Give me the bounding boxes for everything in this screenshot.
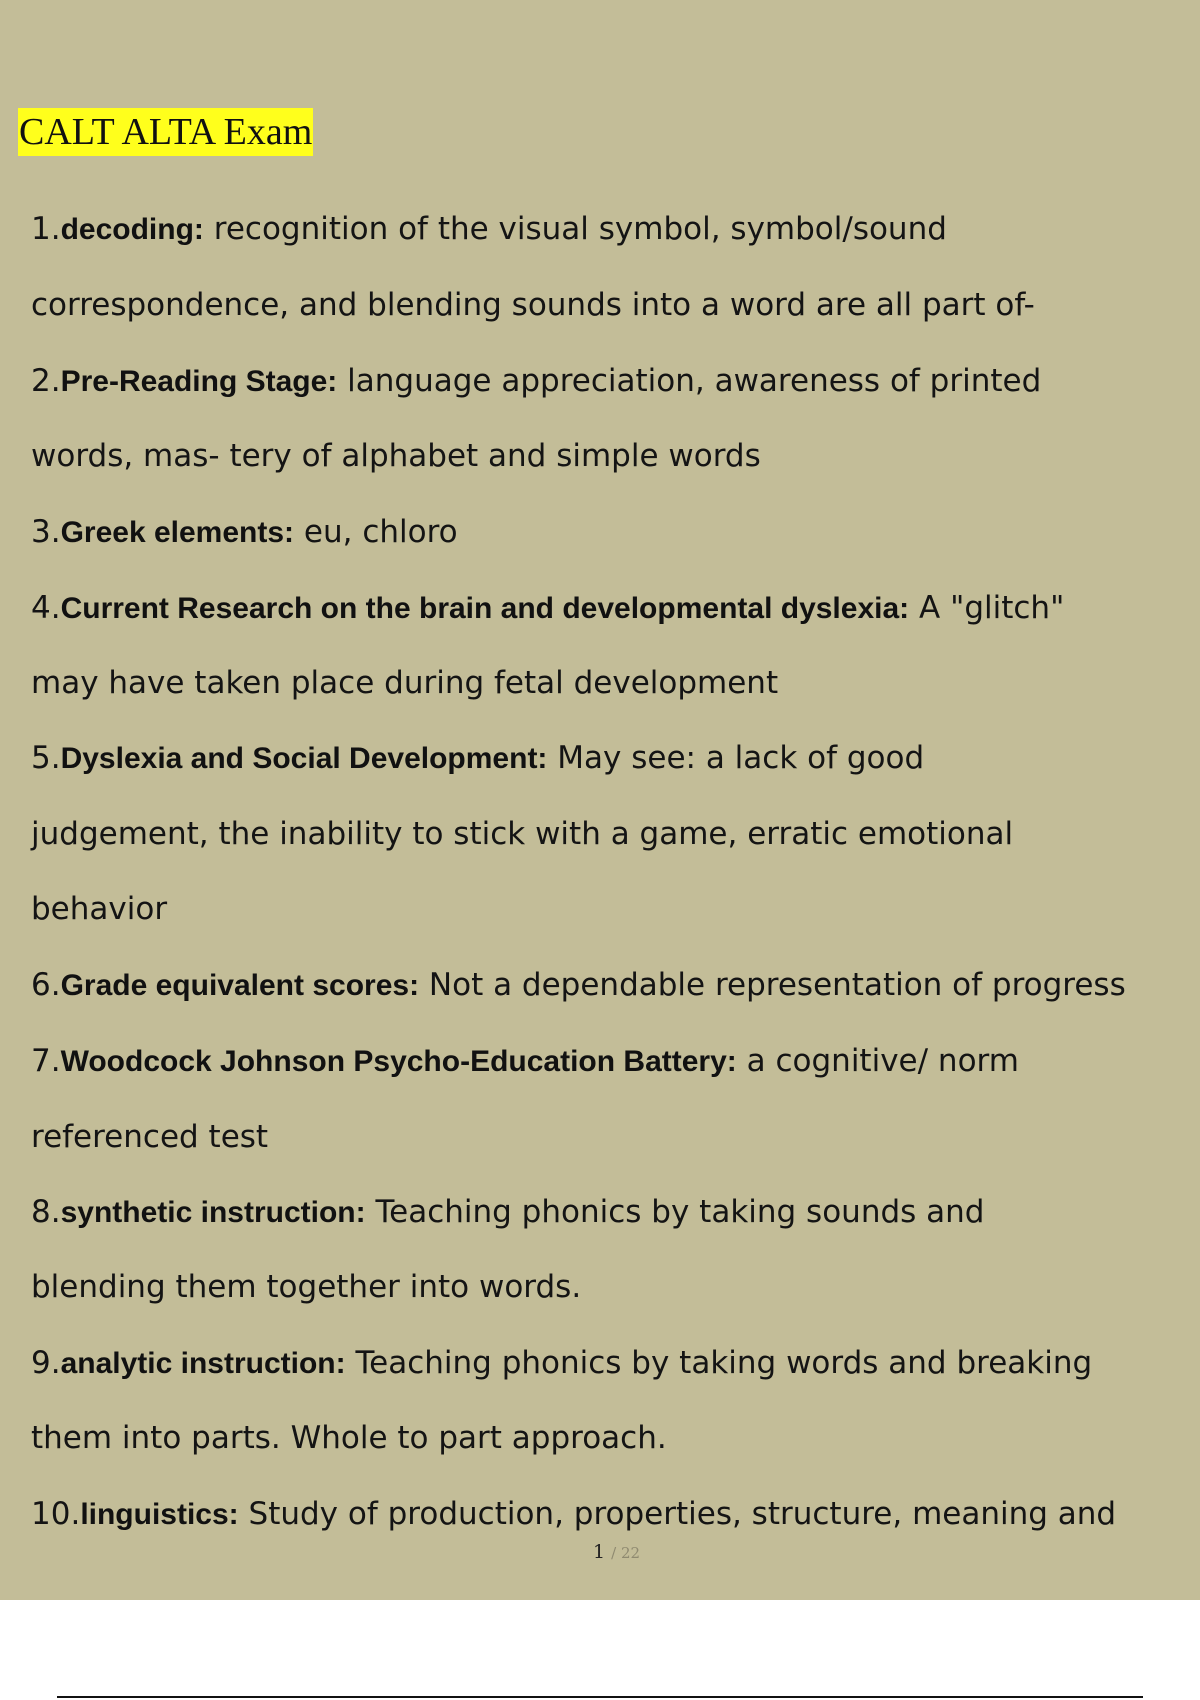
list-item xyxy=(31,1343,1092,1384)
item-term: Woodcock Johnson Psycho-Education Battery: xyxy=(60,1045,737,1078)
item-term: synthetic instruction: xyxy=(60,1196,366,1229)
item-definition: language appreciation, awareness of printed xyxy=(337,363,1042,399)
page-indicator xyxy=(593,1541,640,1563)
item-definition: May see: a lack of good xyxy=(547,740,925,776)
item-term: Current Research on the brain and developmental dyslexia: xyxy=(60,592,910,625)
item-definition: a cognitive/ norm xyxy=(736,1043,1019,1079)
item-number: 1. xyxy=(31,211,61,247)
item-definition-continuation: words, mas- tery of alphabet and simple words xyxy=(31,438,761,474)
item-number: 8. xyxy=(31,1194,61,1230)
next-page-rule xyxy=(57,1696,1143,1698)
list-item xyxy=(31,512,458,553)
item-number: 3. xyxy=(31,514,61,550)
list-item xyxy=(31,965,1126,1006)
item-definition-continuation: blending them together into words. xyxy=(31,1269,582,1305)
item-number: 5. xyxy=(31,740,61,776)
list-item xyxy=(31,209,947,250)
list-item xyxy=(31,1192,984,1233)
page-current: 1 xyxy=(593,1541,606,1563)
item-term: decoding: xyxy=(60,213,204,246)
item-term: Dyslexia and Social Development: xyxy=(60,742,548,775)
item-term: Greek elements: xyxy=(60,516,295,549)
page-total: / 22 xyxy=(611,1544,641,1562)
item-definition-continuation: may have taken place during fetal development xyxy=(31,665,779,701)
item-number: 4. xyxy=(31,590,61,626)
list-item xyxy=(31,361,1041,402)
list-item xyxy=(31,588,1064,629)
item-definition: Study of production, properties, structure, meaning and xyxy=(238,1496,1117,1532)
item-definition-continuation: correspondence, and blending sounds into a word are all part of- xyxy=(31,287,1035,323)
item-number: 9. xyxy=(31,1345,61,1381)
item-term: linguistics: xyxy=(80,1498,239,1531)
list-item xyxy=(31,1494,1116,1535)
item-definition-continuation: them into parts. Whole to part approach. xyxy=(31,1420,667,1456)
item-number: 2. xyxy=(31,363,61,399)
item-number: 6. xyxy=(31,967,61,1003)
item-definition-continuation: behavior xyxy=(31,891,168,927)
item-definition-continuation: judgement, the inability to stick with a game, erratic emotional xyxy=(31,816,1014,852)
item-number: 10. xyxy=(31,1496,81,1532)
item-definition-continuation: referenced test xyxy=(31,1119,269,1155)
item-definition: Teaching phonics by taking words and breaking xyxy=(345,1345,1093,1381)
item-definition: A "glitch" xyxy=(909,590,1065,626)
item-definition: Teaching phonics by taking sounds and xyxy=(365,1194,985,1230)
item-term: analytic instruction: xyxy=(60,1347,346,1380)
item-definition: eu, chloro xyxy=(294,514,458,550)
item-definition: Not a dependable representation of progress xyxy=(419,967,1126,1003)
document-title: CALT ALTA Exam xyxy=(18,108,313,156)
item-definition: recognition of the visual symbol, symbol/sound xyxy=(203,211,947,247)
item-number: 7. xyxy=(31,1043,61,1079)
list-item xyxy=(31,1041,1019,1082)
item-term: Pre-Reading Stage: xyxy=(60,365,338,398)
item-term: Grade equivalent scores: xyxy=(60,969,420,1002)
list-item xyxy=(31,738,924,779)
